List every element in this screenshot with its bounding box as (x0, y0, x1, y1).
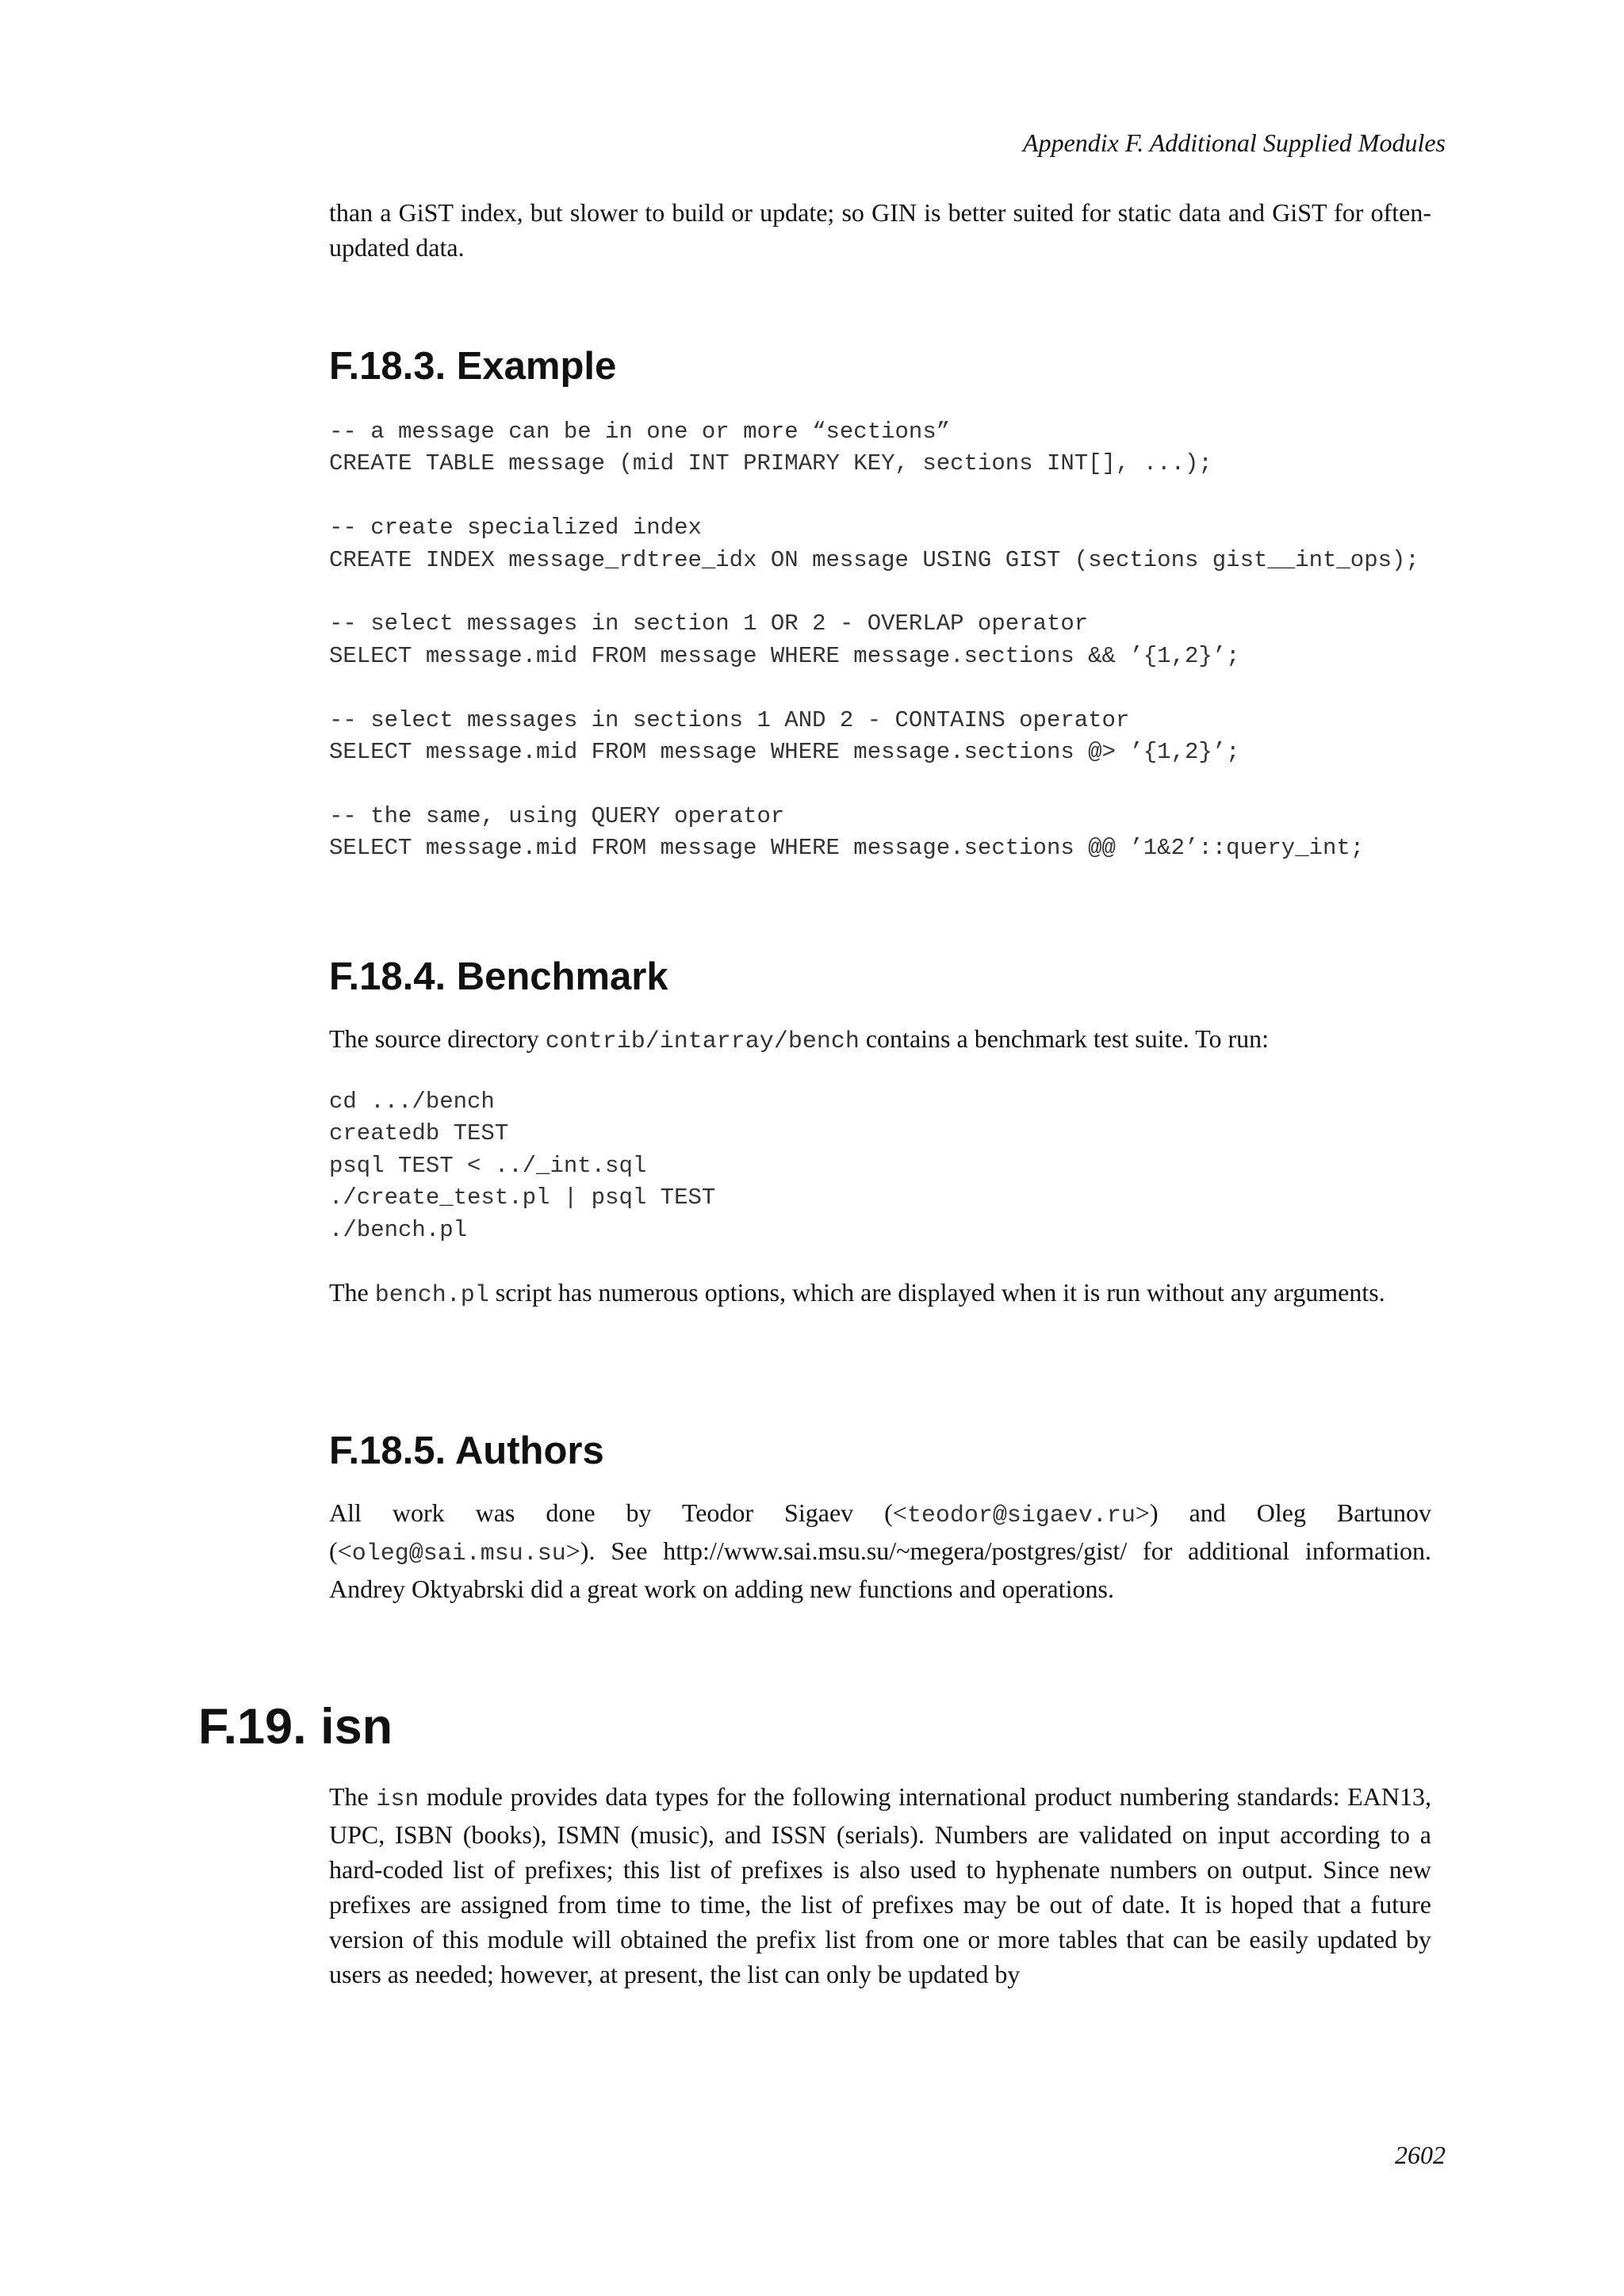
authors-paragraph (329, 1495, 1431, 1606)
benchmark-options-text: The (329, 1278, 375, 1307)
authors-text-mid: >) and Oleg Bartunov (< (329, 1498, 1432, 1565)
benchmark-code-block: cd .../bench createdb TEST psql TEST < ../_int.sql ./create_test.pl | psql TEST ./bench.pl (329, 1089, 716, 1243)
intro-paragraph: than a GiST index, but slower to build or update; so GIN is better suited for static data and GiST for often-updated data. (329, 198, 1431, 262)
section-title-example: F.18.3. Example (329, 345, 617, 388)
authors-text: All work was done by Teodor Sigaev (< (329, 1498, 907, 1527)
benchmark-intro-paragraph (329, 1021, 1431, 1059)
bench-directory-path: contrib/intarray/bench (545, 1028, 860, 1055)
isn-paragraph (329, 1779, 1431, 1992)
section-title-benchmark: F.18.4. Benchmark (329, 955, 668, 998)
benchmark-intro-text: The source directory (329, 1024, 546, 1053)
isn-text-end: module provides data types for the following international product numbering standards: EAN13, UPC, ISBN (books), ISMN (music), and ISSN (serials). Numbers are validated on input according to a hard-coded list of prefixes; this list of prefixes is also used to hyphenate numbers on output. Since new prefixes are assigned from time to time, the list of prefixes may be out of date. It is hoped that a future version of this module will obtained the prefix list from one or more tables that can be easily updated by users as needed; however, at present, the list can only be updated by (329, 1782, 1432, 1988)
running-header: Appendix F. Additional Supplied Modules (1023, 128, 1446, 157)
example-code-block: -- a message can be in one or more “sections” CREATE TABLE message (mid INT PRIMARY KEY, sections INT[], ...); -- create specialized index CREATE INDEX message_rdtree_idx ON message USING GIST (sections gist__int_ops); -- select messages in section 1 OR 2 - OVERLAP operator SELECT message.mid FROM message WHERE message.sections && ’{1,2}’; -- select messages in sections 1 AND 2 - CONTAINS operator SELECT message.mid FROM message WHERE message.sections @> ’{1,2}’; -- the same, using QUERY operator SELECT message.mid FROM message WHERE message.sections @@ ’1&2’::query_int; (329, 419, 1419, 862)
benchmark-options-paragraph (329, 1275, 1431, 1313)
benchmark-options-text-end: script has numerous options, which are displayed when it is run without any arguments. (488, 1278, 1385, 1307)
isn-text: The (329, 1782, 377, 1811)
bench-script-name: bench.pl (374, 1282, 489, 1309)
email-teodor[interactable]: teodor@sigaev.ru (906, 1502, 1136, 1529)
isn-module-name: isn (376, 1786, 419, 1813)
section-title-isn: F.19. isn (198, 1699, 393, 1755)
email-oleg[interactable]: oleg@sai.msu.su (351, 1540, 566, 1567)
authors-text-end: >). See http://www.sai.msu.su/~megera/postgres/gist/ for additional information. Andrey Oktyabrski did a great work on adding new functions and operations. (329, 1536, 1431, 1603)
benchmark-intro-text-end: contains a benchmark test suite. To run: (859, 1024, 1269, 1053)
section-title-authors: F.18.5. Authors (329, 1429, 604, 1472)
page-number: 2602 (1395, 2141, 1446, 2169)
